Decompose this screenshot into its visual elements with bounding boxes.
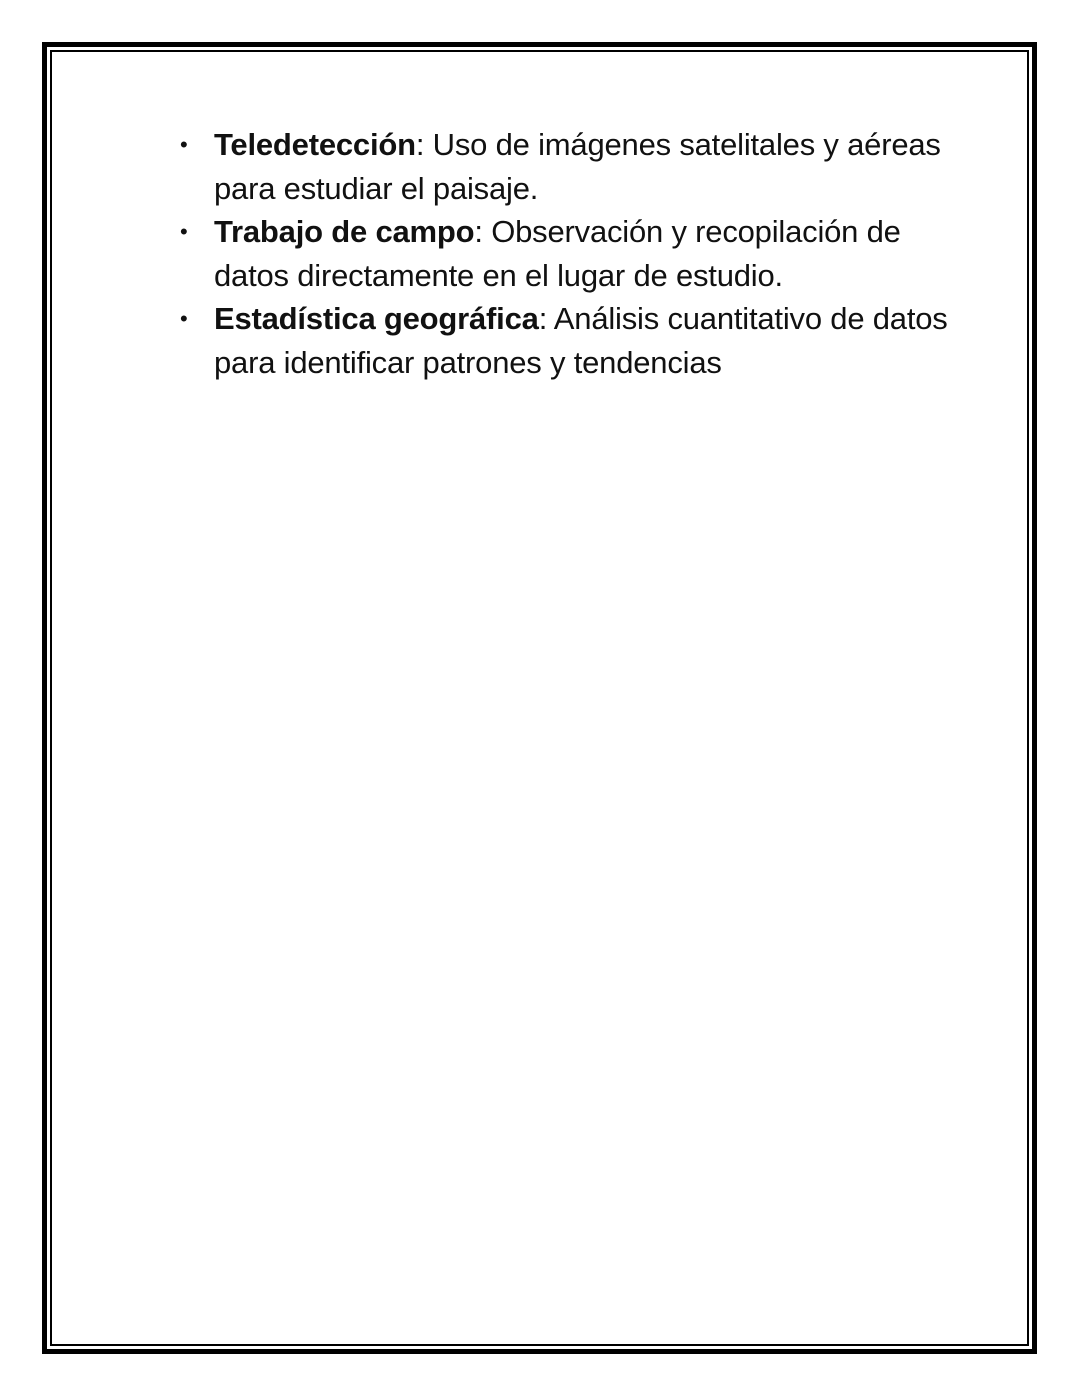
list-item: [178, 123, 968, 210]
item-term: Teledetección: [214, 127, 416, 162]
bullet-icon: •: [180, 306, 188, 331]
item-description: Observación y recopilación de datos directamente en el lugar de estudio.: [214, 214, 901, 293]
list-item: [178, 297, 968, 384]
bullet-list: [178, 123, 968, 384]
item-term: Trabajo de campo: [214, 214, 475, 249]
item-separator: :: [415, 127, 425, 162]
item-separator: :: [538, 301, 548, 336]
list-item: [178, 210, 968, 297]
bullet-icon: •: [180, 219, 188, 244]
item-separator: :: [474, 214, 483, 249]
item-description: Uso de imágenes satelitales y aéreas para estudiar el paisaje.: [214, 127, 941, 206]
item-term: Estadística geográfica: [214, 301, 539, 336]
bullet-icon: •: [180, 132, 188, 157]
item-description: Análisis cuantitativo de datos para identificar patrones y tendencias: [214, 301, 948, 380]
